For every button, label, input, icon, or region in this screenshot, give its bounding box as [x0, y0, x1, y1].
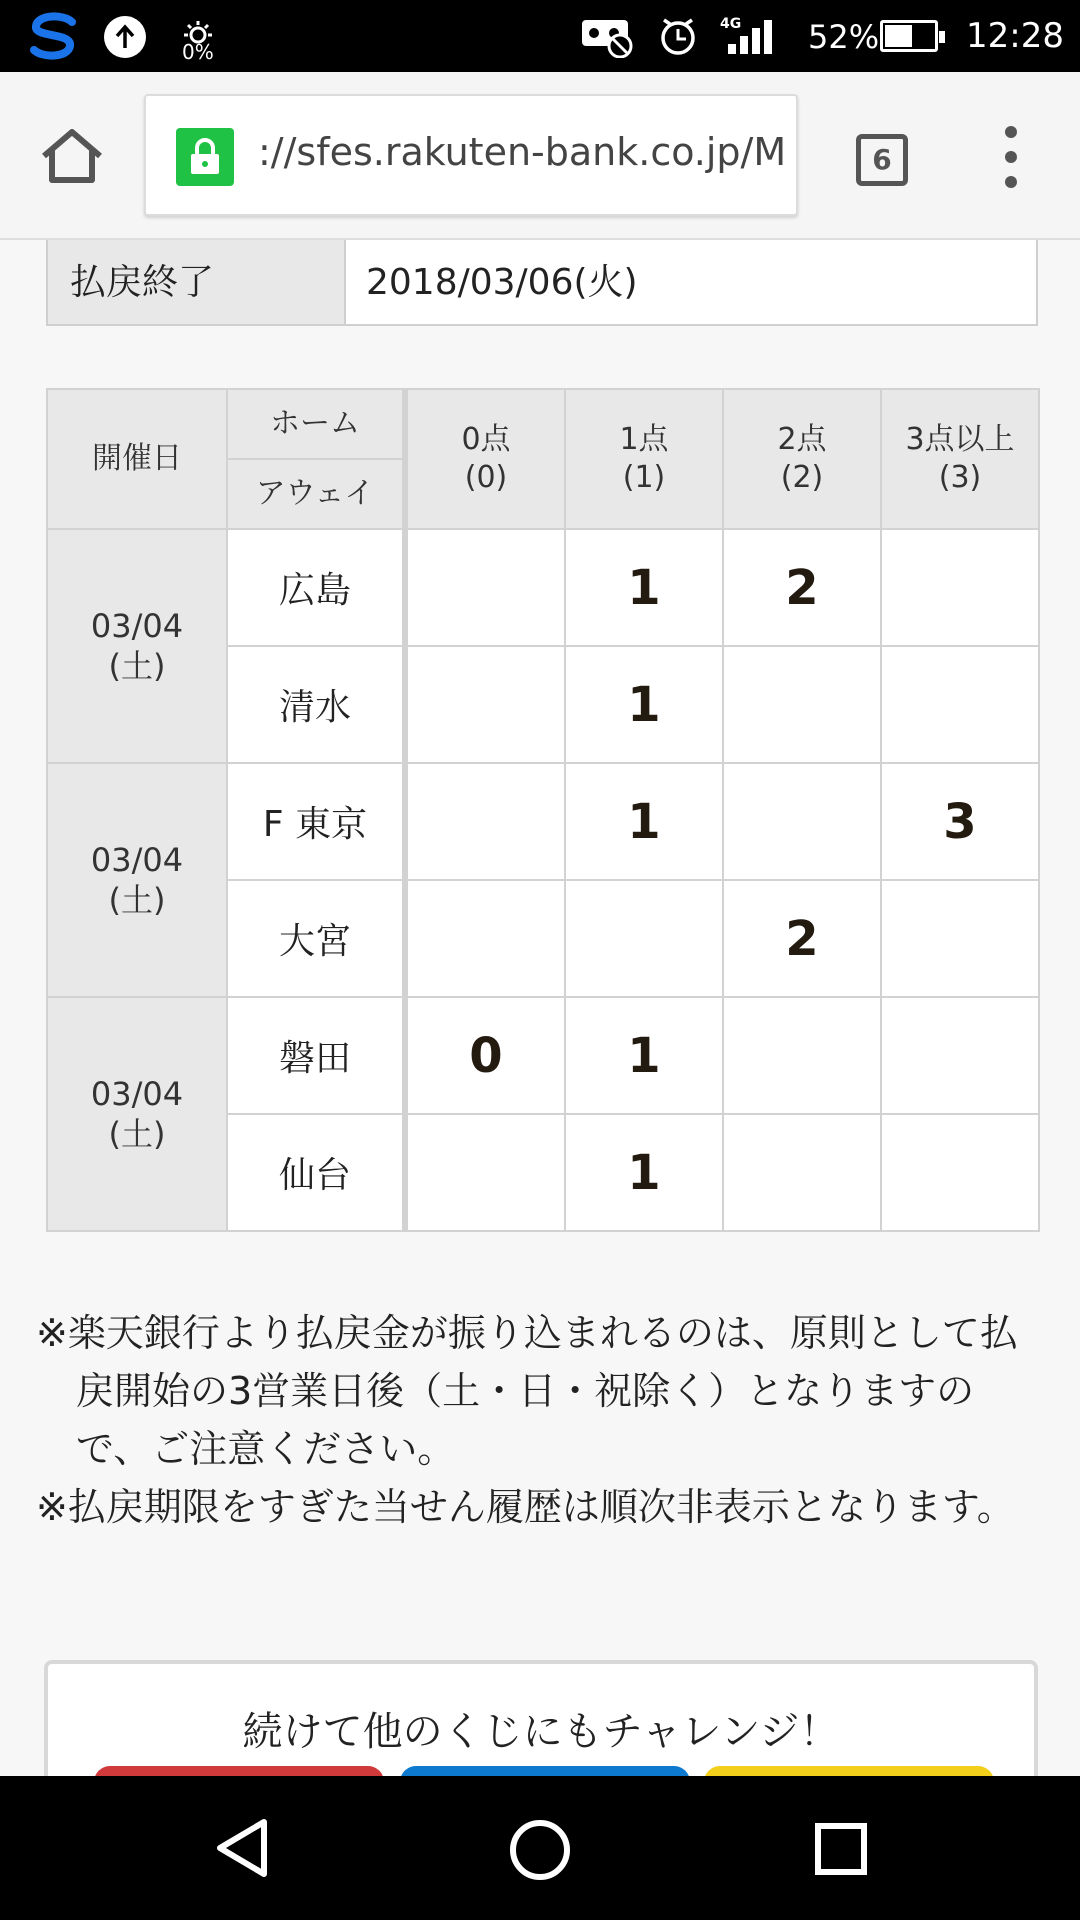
- home-icon[interactable]: [40, 126, 104, 186]
- table-row: [47, 529, 1039, 646]
- header-score-0: 0点 (0): [405, 389, 565, 529]
- away-team: 仙台: [227, 1114, 405, 1231]
- score-cell: [723, 997, 881, 1114]
- voicemail-off-icon: [582, 20, 631, 57]
- match-date: 03/04 (土): [47, 763, 227, 997]
- score-cell: [881, 880, 1039, 997]
- score-cell: [405, 529, 565, 646]
- note-payout-timing: ※楽天銀行より払戻金が振り込まれるのは、原則として払戻開始の3営業日後（土・日・祝除く）となりますので、ご注意ください。: [36, 1311, 1018, 1471]
- clock: 12:28: [966, 16, 1064, 56]
- score-cell: [405, 763, 565, 880]
- away-team: 清水: [227, 646, 405, 763]
- table-row: [47, 997, 1039, 1114]
- brightness-value: 0%: [182, 40, 214, 64]
- lottery-button-blue[interactable]: [400, 1766, 690, 1776]
- url-bar[interactable]: [144, 94, 798, 216]
- lottery-button-yellow[interactable]: [704, 1766, 994, 1776]
- alarm-icon: [663, 20, 693, 53]
- network-type: 4G: [720, 16, 742, 32]
- back-icon[interactable]: [212, 1816, 272, 1880]
- header-away: アウェイ: [227, 459, 405, 529]
- payout-end-row: [46, 240, 1038, 326]
- home-circle-icon[interactable]: [508, 1818, 572, 1882]
- match-date: 03/04 (土): [47, 529, 227, 763]
- system-nav-bar: [0, 1776, 1080, 1920]
- score-cell: [405, 1114, 565, 1231]
- notes: [36, 1304, 1046, 1536]
- challenge-panel: [44, 1660, 1038, 1776]
- score-cell: [723, 763, 881, 880]
- payout-end-label: 払戻終了: [48, 240, 346, 324]
- upload-icon: [104, 16, 146, 58]
- score-cell: 1: [565, 1114, 723, 1231]
- challenge-title: 続けて他のくじにもチャレンジ！: [242, 1709, 840, 1755]
- status-bar: [0, 0, 1080, 72]
- score-cell: [565, 880, 723, 997]
- recents-icon[interactable]: [814, 1822, 868, 1876]
- status-icons: [580, 14, 780, 58]
- url-text: ://sfes.rakuten-bank.co.jp/M: [258, 130, 787, 174]
- page-content: [0, 240, 1080, 1776]
- table-row: [47, 763, 1039, 880]
- home-team: 広島: [227, 529, 405, 646]
- match-date: 03/04 (土): [47, 997, 227, 1231]
- header-score-2: 2点 (2): [723, 389, 881, 529]
- score-cell: 1: [565, 763, 723, 880]
- home-team: 磐田: [227, 997, 405, 1114]
- header-home: ホーム: [227, 389, 405, 459]
- browser-toolbar: [0, 72, 1080, 240]
- tab-switcher-button[interactable]: 6: [856, 134, 908, 186]
- score-cell: 1: [565, 646, 723, 763]
- score-cell: 2: [723, 529, 881, 646]
- score-cell: [881, 646, 1039, 763]
- header-score-3: 3点以上 (3): [881, 389, 1039, 529]
- header-date: 開催日: [47, 389, 227, 529]
- battery-icon: [880, 20, 938, 52]
- lock-icon: [176, 128, 234, 186]
- score-cell: [723, 646, 881, 763]
- results-table: [46, 388, 1040, 1232]
- score-cell: [881, 1114, 1039, 1231]
- score-cell: 0: [405, 997, 565, 1114]
- overflow-menu-icon[interactable]: [1000, 126, 1022, 188]
- payout-end-date: 2018/03/06(火): [366, 262, 638, 303]
- score-cell: 1: [565, 529, 723, 646]
- score-cell: 2: [723, 880, 881, 997]
- s-app-icon: [28, 12, 80, 60]
- score-cell: 3: [881, 763, 1039, 880]
- score-cell: [723, 1114, 881, 1231]
- score-cell: [881, 529, 1039, 646]
- battery-percent: 52%: [808, 18, 880, 56]
- lottery-button-red[interactable]: [94, 1766, 384, 1776]
- score-cell: 1: [565, 997, 723, 1114]
- note-history-hidden: ※払戻期限をすぎた当せん履歴は順次非表示となります。: [36, 1485, 1015, 1529]
- away-team: 大宮: [227, 880, 405, 997]
- score-cell: [405, 646, 565, 763]
- score-cell: [881, 997, 1039, 1114]
- header-score-1: 1点 (1): [565, 389, 723, 529]
- home-team: F 東京: [227, 763, 405, 880]
- score-cell: [405, 880, 565, 997]
